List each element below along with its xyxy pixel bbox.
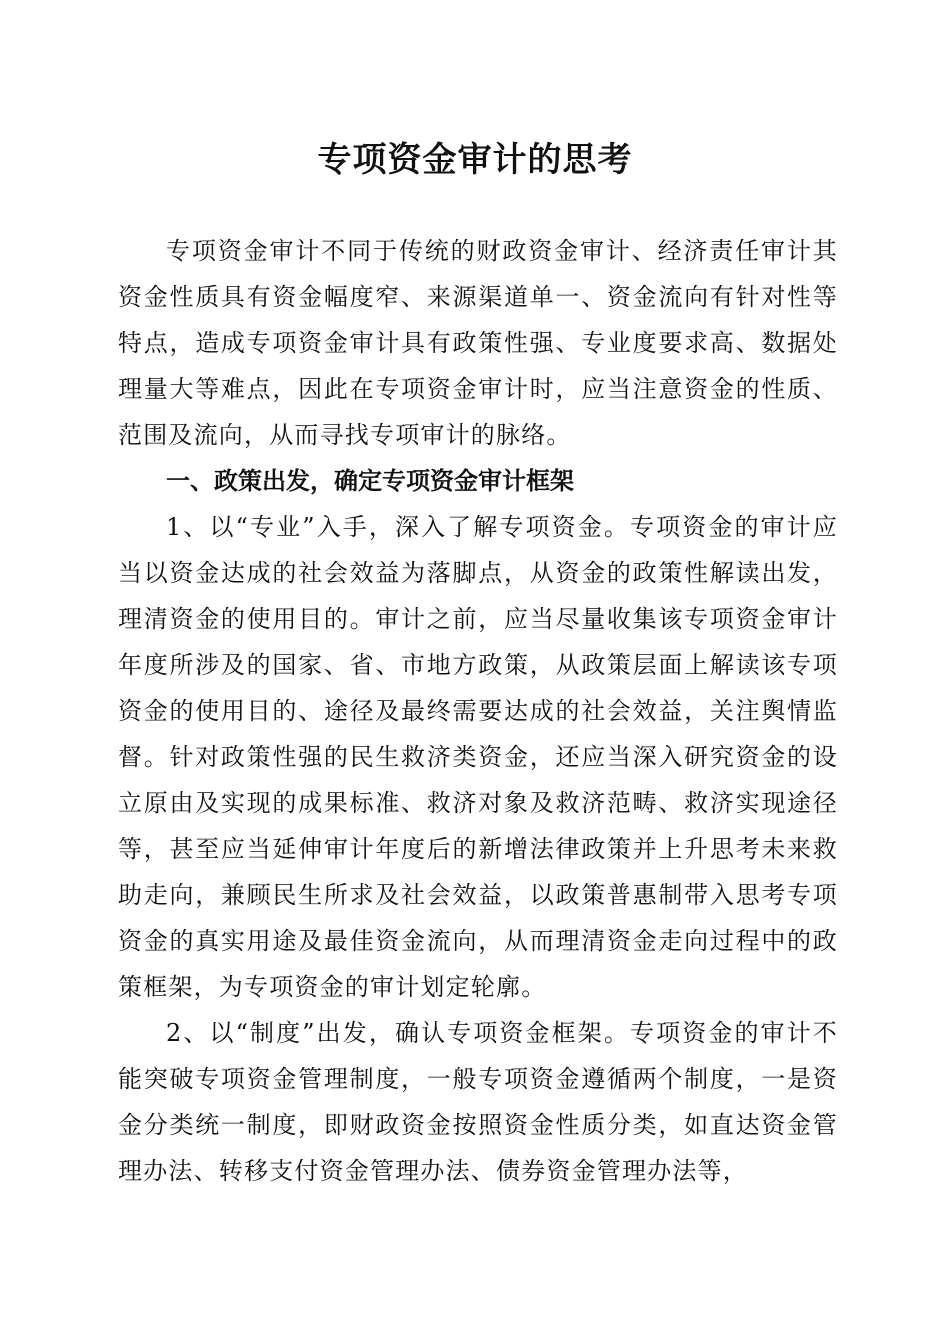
intro-paragraph: 专项资金审计不同于传统的财政资金审计、经济责任审计其资金性质具有资金幅度窄、来源渠道单一、资金流向有针对性等特点，造成专项资金审计具有政策性强、专业度要求高、数据处理量大等难点，因此在专项资金审计时，应当注意资金的性质、范围及流向，从而寻找专项审计的脉络。 xyxy=(118,237,838,449)
document-title: 专项资金审计的思考 xyxy=(317,140,633,180)
section1-paragraph-2: 2、以“制度”出发，确认专项资金框架。专项资金的审计不能突破专项资金管理制度，一般专项资金遵循两个制度，一是资金分类统一制度，即财政资金按照资金性质分类，如直达资金管理办法、转移支付资金管理办法、债券资金管理办法等， xyxy=(118,1019,838,1185)
section1-paragraph-1: 1、以“专业”入手，深入了解专项资金。专项资金的审计应当以资金达成的社会效益为落脚点，从资金的政策性解读出发，理清资金的使用目的。审计之前，应当尽量收集该专项资金审计年度所涉及的国家、省、市地方政策，从政策层面上解读该专项资金的使用目的、途径及最终需要达成的社会效益，关注舆情监督。针对政策性强的民生救济类资金，还应当深入研究资金的设立原由及实现的成果标准、救济对象及救济范畴、救济实现途径等，甚至应当延伸审计年度后的新增法律政策并上升思考未来救助走向，兼顾民生所求及社会效益，以政策普惠制带入思考专项资金的真实用途及最佳资金流向，从而理清资金走向过程中的政策框架，为专项资金的审计划定轮廓。 xyxy=(118,513,838,1001)
document-body xyxy=(118,228,838,1194)
section-heading-1: 一、政策出发，确定专项资金审计框架 xyxy=(166,467,574,495)
